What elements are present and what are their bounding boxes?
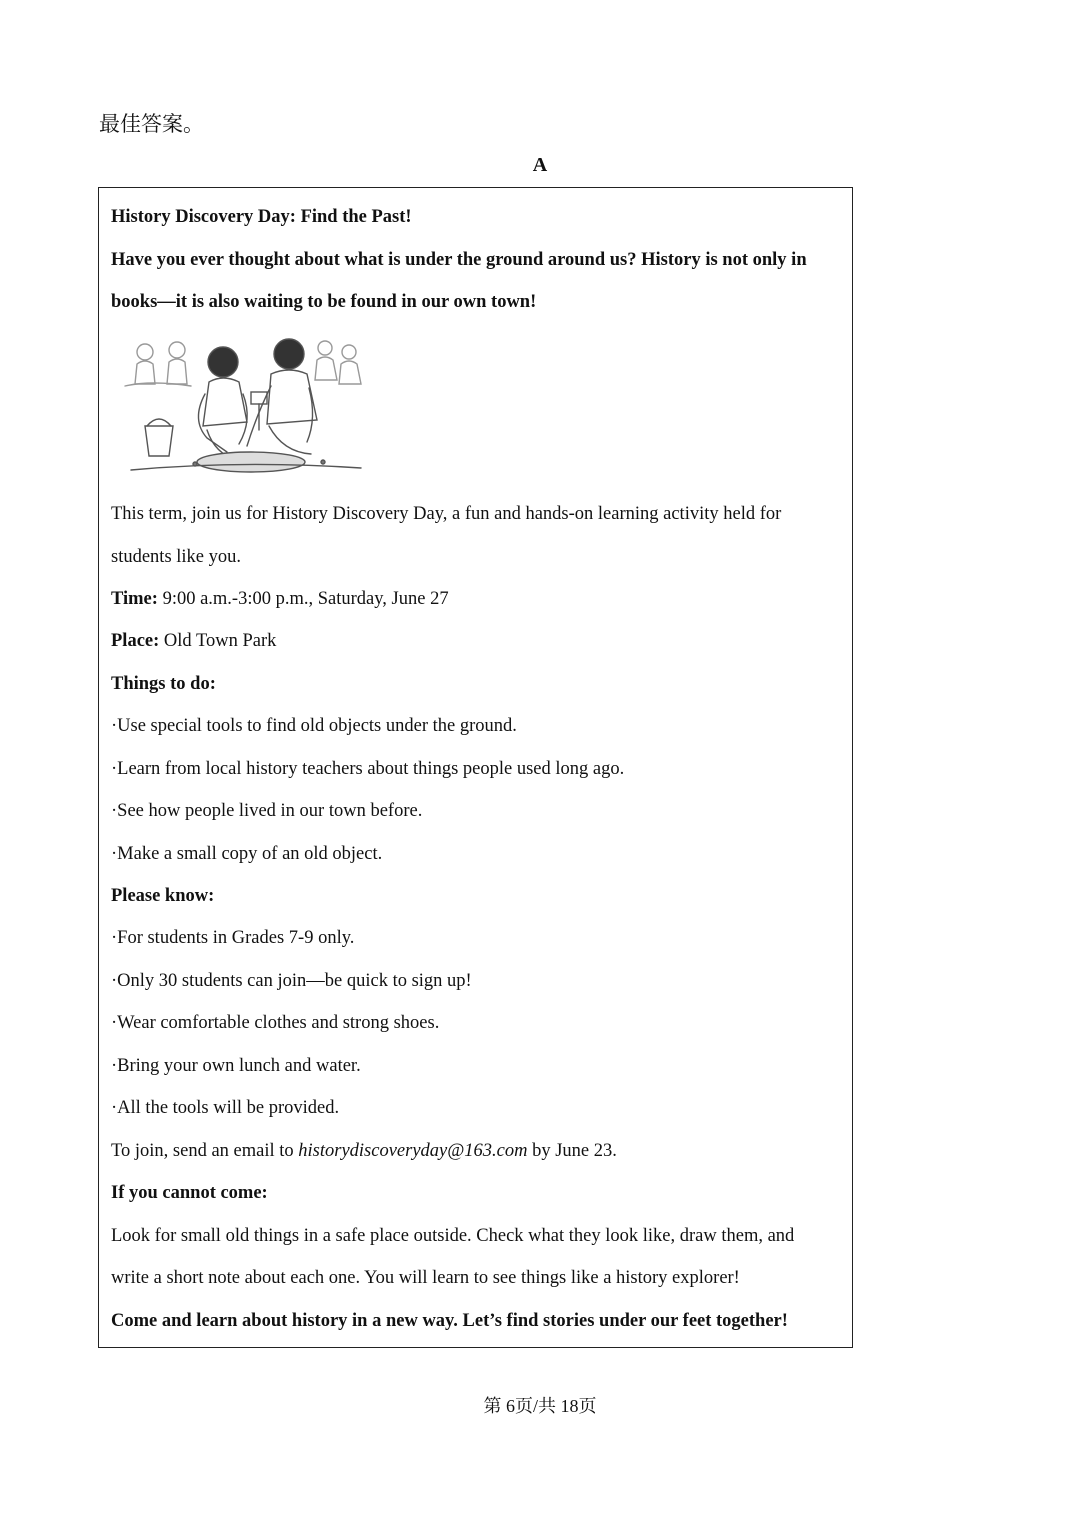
list-item: ·Bring your own lunch and water.	[111, 1056, 361, 1076]
time-value: 9:00 a.m.-3:00 p.m., Saturday, June 27	[157, 589, 449, 609]
body-line-1: This term, join us for History Discovery Day, a fun and hands-on learning activity held for	[111, 504, 782, 524]
closing-line: Come and learn about history in a new way. Let’s find stories under our feet together!	[111, 1311, 788, 1331]
page-footer: 第 6页/共 18页	[483, 1396, 597, 1416]
list-item: ·See how people lived in our town before.	[111, 801, 423, 821]
intro-text: 最佳答案。	[99, 112, 204, 136]
list-item: ·For students in Grades 7-9 only.	[111, 928, 355, 948]
join-prefix: To join, send an email to	[111, 1141, 299, 1161]
email-address: historydiscoveryday@163.com	[298, 1141, 528, 1161]
lead-line-1: Have you ever thought about what is under the ground around us? History is not only in	[111, 250, 807, 270]
list-item: ·Learn from local history teachers about things people used long ago.	[111, 759, 625, 779]
place-row	[111, 629, 276, 653]
list-item: ·All the tools will be provided.	[111, 1098, 340, 1118]
cannot-line-1: Look for small old things in a safe place outside. Check what they look like, draw them, and	[111, 1226, 795, 1246]
section-letter: A	[532, 154, 548, 176]
list-item: ·Only 30 students can join—be quick to sign up!	[111, 971, 472, 991]
cannot-heading: If you cannot come:	[111, 1183, 268, 1203]
notice-title: History Discovery Day: Find the Past!	[111, 207, 412, 227]
place-value: Old Town Park	[159, 631, 277, 651]
things-heading: Things to do:	[111, 674, 216, 694]
body-line-2: students like you.	[111, 547, 242, 567]
children-digging-illustration	[111, 334, 373, 484]
list-item: ·Make a small copy of an old object.	[111, 844, 383, 864]
place-label: Place:	[111, 631, 160, 651]
cannot-line-2: write a short note about each one. You will learn to see things like a history explorer!	[111, 1268, 740, 1288]
know-heading: Please know:	[111, 886, 215, 906]
time-label: Time:	[111, 589, 158, 609]
notice-box	[98, 187, 853, 1348]
list-item: ·Use special tools to find old objects under the ground.	[111, 716, 517, 736]
list-item: ·Wear comfortable clothes and strong shoes.	[111, 1013, 440, 1033]
join-suffix: by June 23.	[527, 1141, 617, 1161]
join-line	[111, 1139, 617, 1163]
time-row	[111, 587, 449, 611]
lead-line-2: books—it is also waiting to be found in our own town!	[111, 292, 537, 312]
